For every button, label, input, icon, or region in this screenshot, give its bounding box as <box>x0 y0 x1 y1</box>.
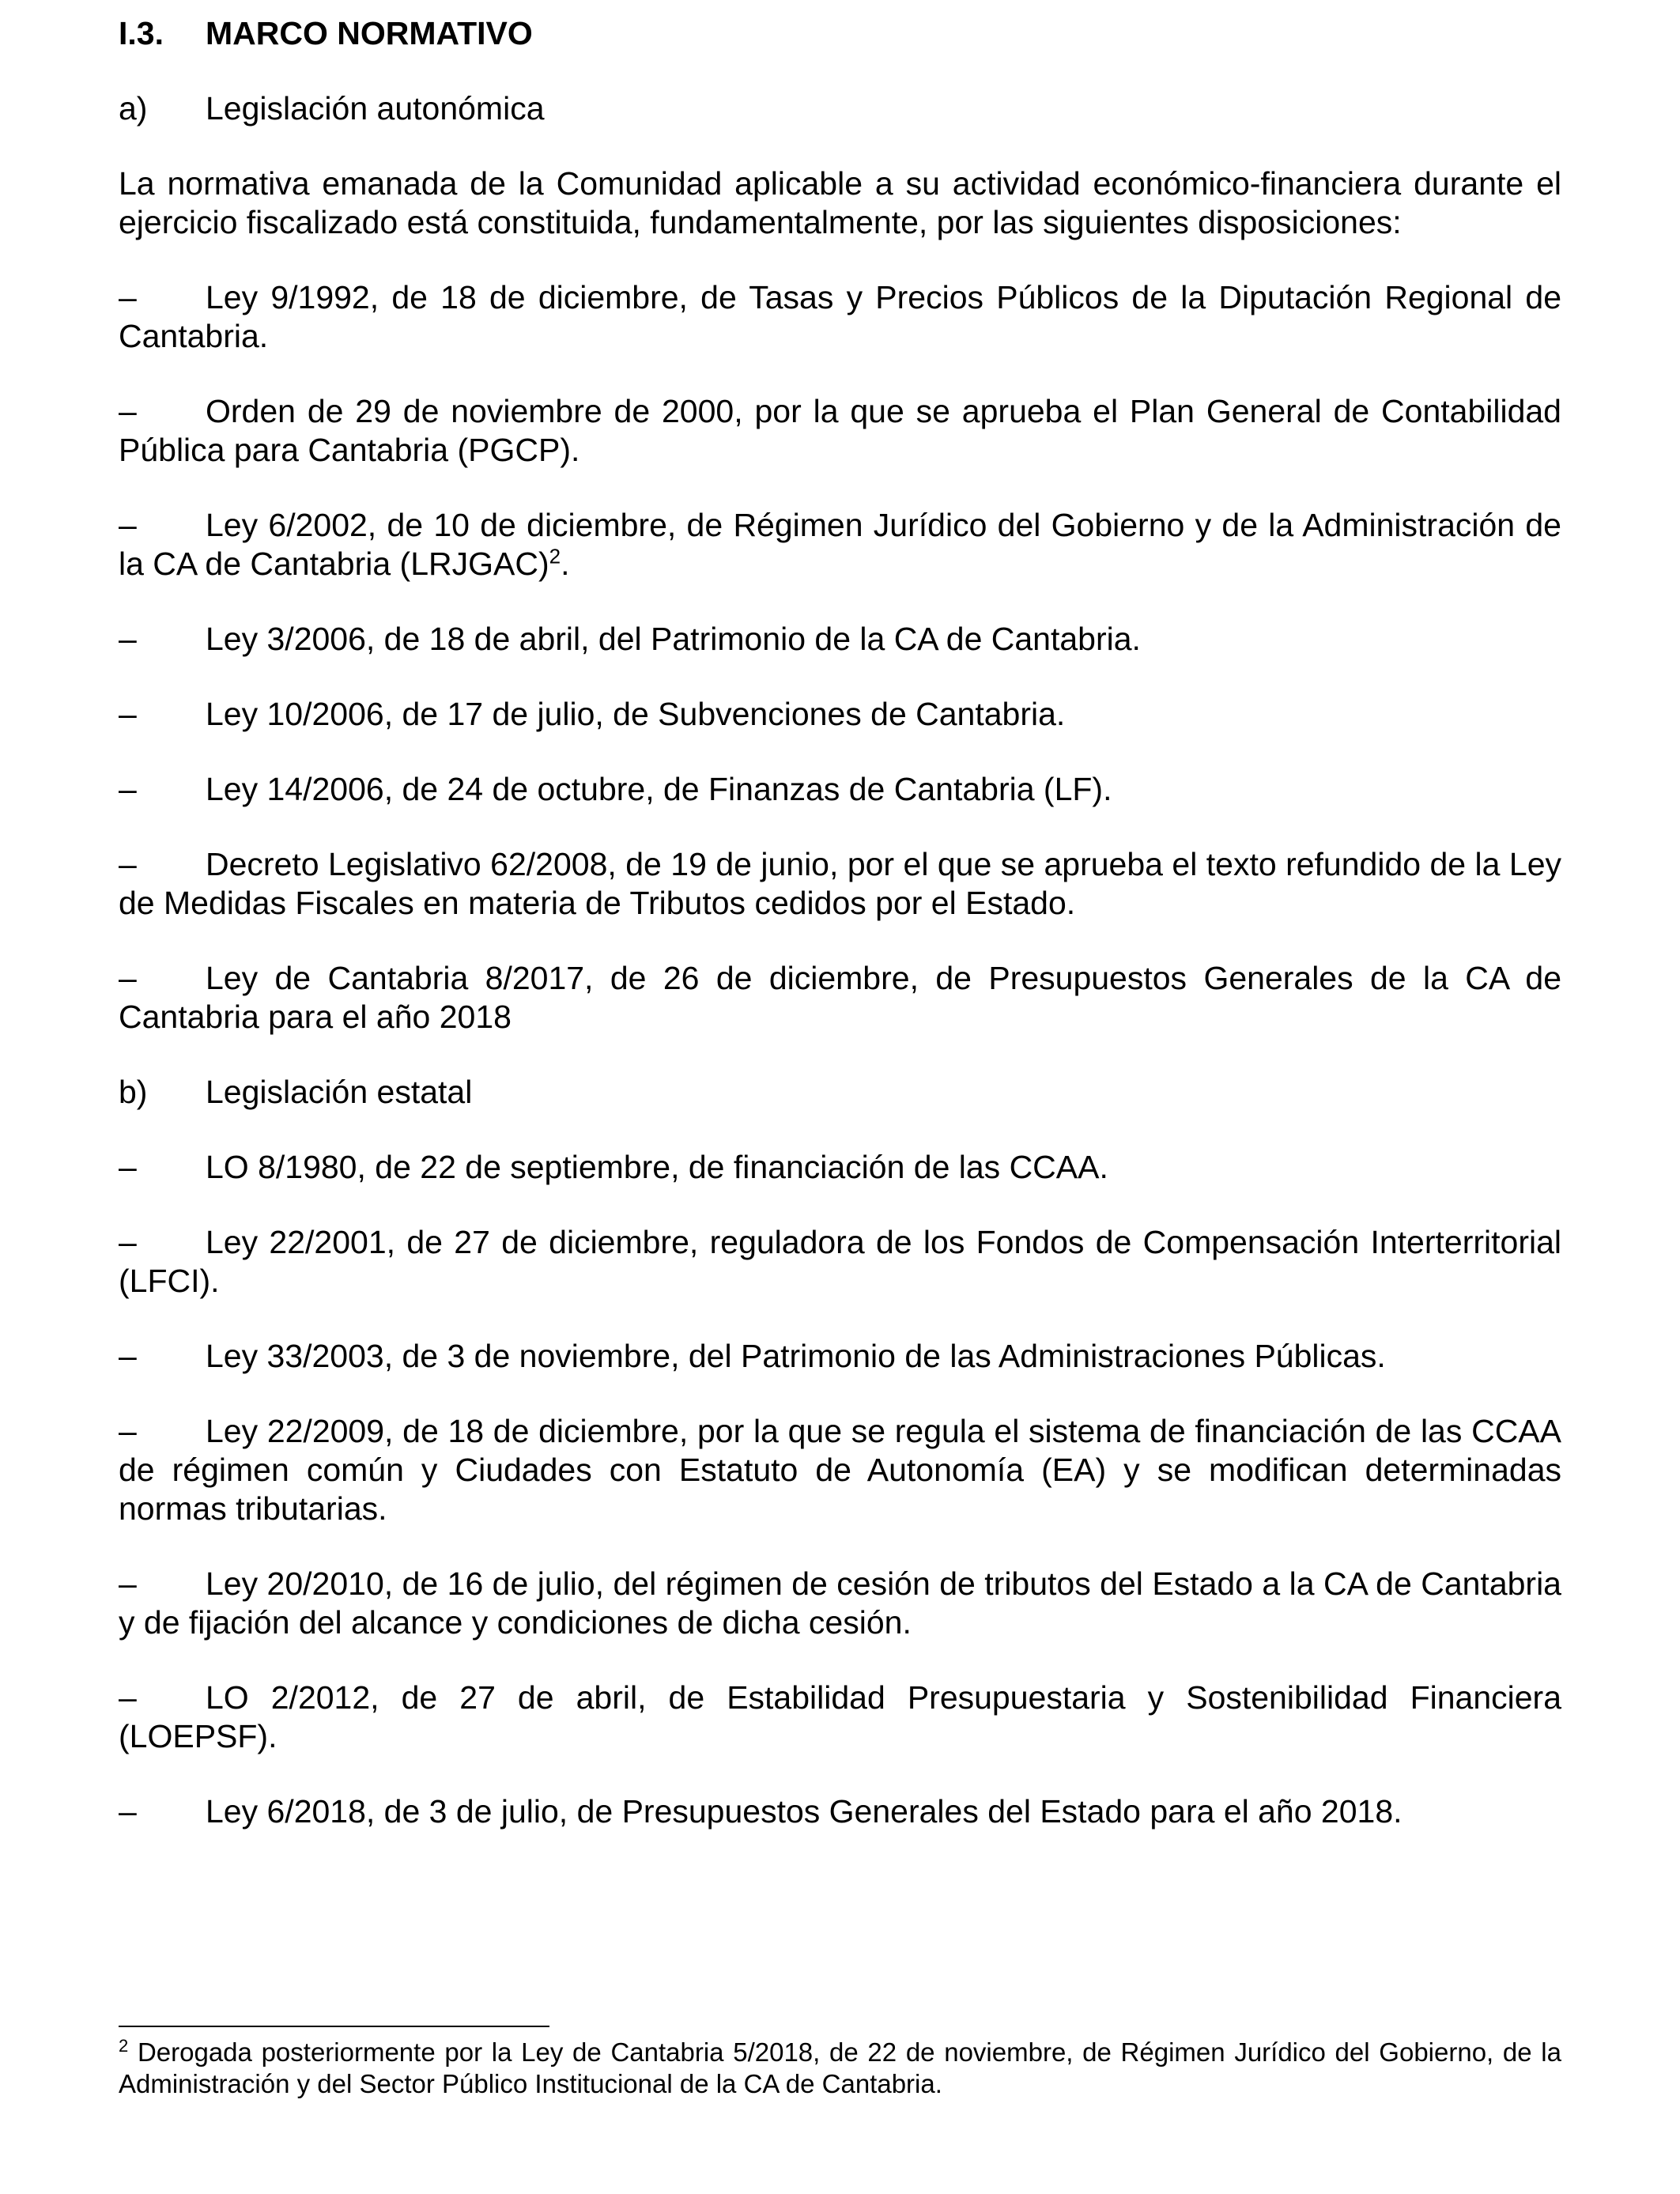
list-item <box>119 1148 1561 1187</box>
dash-bullet: – <box>119 960 137 996</box>
footnote <box>119 2037 1561 2100</box>
list-item <box>119 1565 1561 1642</box>
dash-bullet: – <box>119 1338 137 1374</box>
dash-bullet: – <box>119 507 137 543</box>
dash-bullet: – <box>119 1149 137 1185</box>
footnote-text: Derogada posteriormente por la Ley de Cantabria 5/2018, de 22 de noviembre, de Régimen Jurídico del Gobierno, de la Administración y del Sector Público Institucional de la CA de Cantabria. <box>119 2037 1561 2098</box>
list-item <box>119 1412 1561 1528</box>
subheading-estatal <box>119 1073 1561 1112</box>
dash-bullet: – <box>119 1679 137 1716</box>
list-item-text: Ley 6/2018, de 3 de julio, de Presupuestos Generales del Estado para el año 2018. <box>206 1793 1403 1830</box>
footnote-marker: 2 <box>119 2036 129 2056</box>
footnote-reference[interactable]: 2 <box>549 544 561 568</box>
section-heading <box>119 14 1561 53</box>
subheading-autonomica <box>119 89 1561 128</box>
list-item-text-end: . <box>561 546 570 582</box>
list-item-text: Ley 10/2006, de 17 de julio, de Subvenciones de Cantabria. <box>206 696 1066 732</box>
list-item-text: Ley 22/2001, de 27 de diciembre, reguladora de los Fondos de Compensación Interterritorial (LFCI). <box>119 1224 1561 1299</box>
subheading-letter: b) <box>119 1074 148 1110</box>
subheading-letter: a) <box>119 90 148 127</box>
list-item <box>119 695 1561 734</box>
list-item <box>119 1223 1561 1301</box>
list-item <box>119 959 1561 1037</box>
dash-bullet: – <box>119 621 137 657</box>
dash-bullet: – <box>119 1224 137 1260</box>
list-item-text: Decreto Legislativo 62/2008, de 19 de junio, por el que se aprueba el texto refundido de la Ley de Medidas Fiscales en materia de Tributos cedidos por el Estado. <box>119 846 1561 921</box>
list-item <box>119 1679 1561 1756</box>
section-title: MARCO NORMATIVO <box>206 15 533 51</box>
list-item-text: Ley 6/2002, de 10 de diciembre, de Régimen Jurídico del Gobierno y de la Administración de la CA de Cantabria (LRJGAC) <box>119 507 1561 582</box>
list-item-text: LO 8/1980, de 22 de septiembre, de financiación de las CCAA. <box>206 1149 1108 1185</box>
list-item-text: Ley de Cantabria 8/2017, de 26 de diciembre, de Presupuestos Generales de la CA de Cantabria para el año 2018 <box>119 960 1561 1035</box>
dash-bullet: – <box>119 279 137 315</box>
document-page <box>119 14 1561 1867</box>
list-item <box>119 1792 1561 1831</box>
dash-bullet: – <box>119 771 137 807</box>
dash-bullet: – <box>119 1413 137 1449</box>
dash-bullet: – <box>119 1565 137 1602</box>
list-item-text: LO 2/2012, de 27 de abril, de Estabilidad Presupuestaria y Sostenibilidad Financiera (LOEPSF). <box>119 1679 1561 1754</box>
dash-bullet: – <box>119 696 137 732</box>
intro-paragraph: La normativa emanada de la Comunidad aplicable a su actividad económico-financiera durante el ejercicio fiscalizado está constituida, fundamentalmente, por las siguientes disposiciones: <box>119 165 1561 240</box>
list-item-text: Ley 22/2009, de 18 de diciembre, por la que se regula el sistema de financiación de las CCAA de régimen común y Ciudades con Estatuto de Autonomía (EA) y se modifican determinadas normas tributarias. <box>119 1413 1561 1527</box>
list-item-text: Ley 14/2006, de 24 de octubre, de Finanzas de Cantabria (LF). <box>206 771 1112 807</box>
subheading-title: Legislación estatal <box>206 1074 473 1110</box>
list-item-text: Ley 33/2003, de 3 de noviembre, del Patrimonio de las Administraciones Públicas. <box>206 1338 1386 1374</box>
list-item <box>119 392 1561 470</box>
section-number: I.3. <box>119 15 164 51</box>
footnote-separator <box>119 2026 549 2027</box>
list-item <box>119 770 1561 809</box>
list-item <box>119 506 1561 583</box>
subheading-title: Legislación autonómica <box>206 90 545 127</box>
list-item <box>119 1337 1561 1376</box>
list-item-text: Ley 3/2006, de 18 de abril, del Patrimonio de la CA de Cantabria. <box>206 621 1141 657</box>
list-item <box>119 278 1561 356</box>
list-item-text: Ley 20/2010, de 16 de julio, del régimen de cesión de tributos del Estado a la CA de Cantabria y de fijación del alcance y condiciones de dicha cesión. <box>119 1565 1561 1641</box>
list-item-text: Ley 9/1992, de 18 de diciembre, de Tasas y Precios Públicos de la Diputación Regional de Cantabria. <box>119 279 1561 354</box>
list-item <box>119 620 1561 659</box>
list-item-text: Orden de 29 de noviembre de 2000, por la que se aprueba el Plan General de Contabilidad Pública para Cantabria (PGCP). <box>119 393 1561 468</box>
dash-bullet: – <box>119 1793 137 1830</box>
dash-bullet: – <box>119 846 137 882</box>
dash-bullet: – <box>119 393 137 429</box>
list-item <box>119 845 1561 923</box>
